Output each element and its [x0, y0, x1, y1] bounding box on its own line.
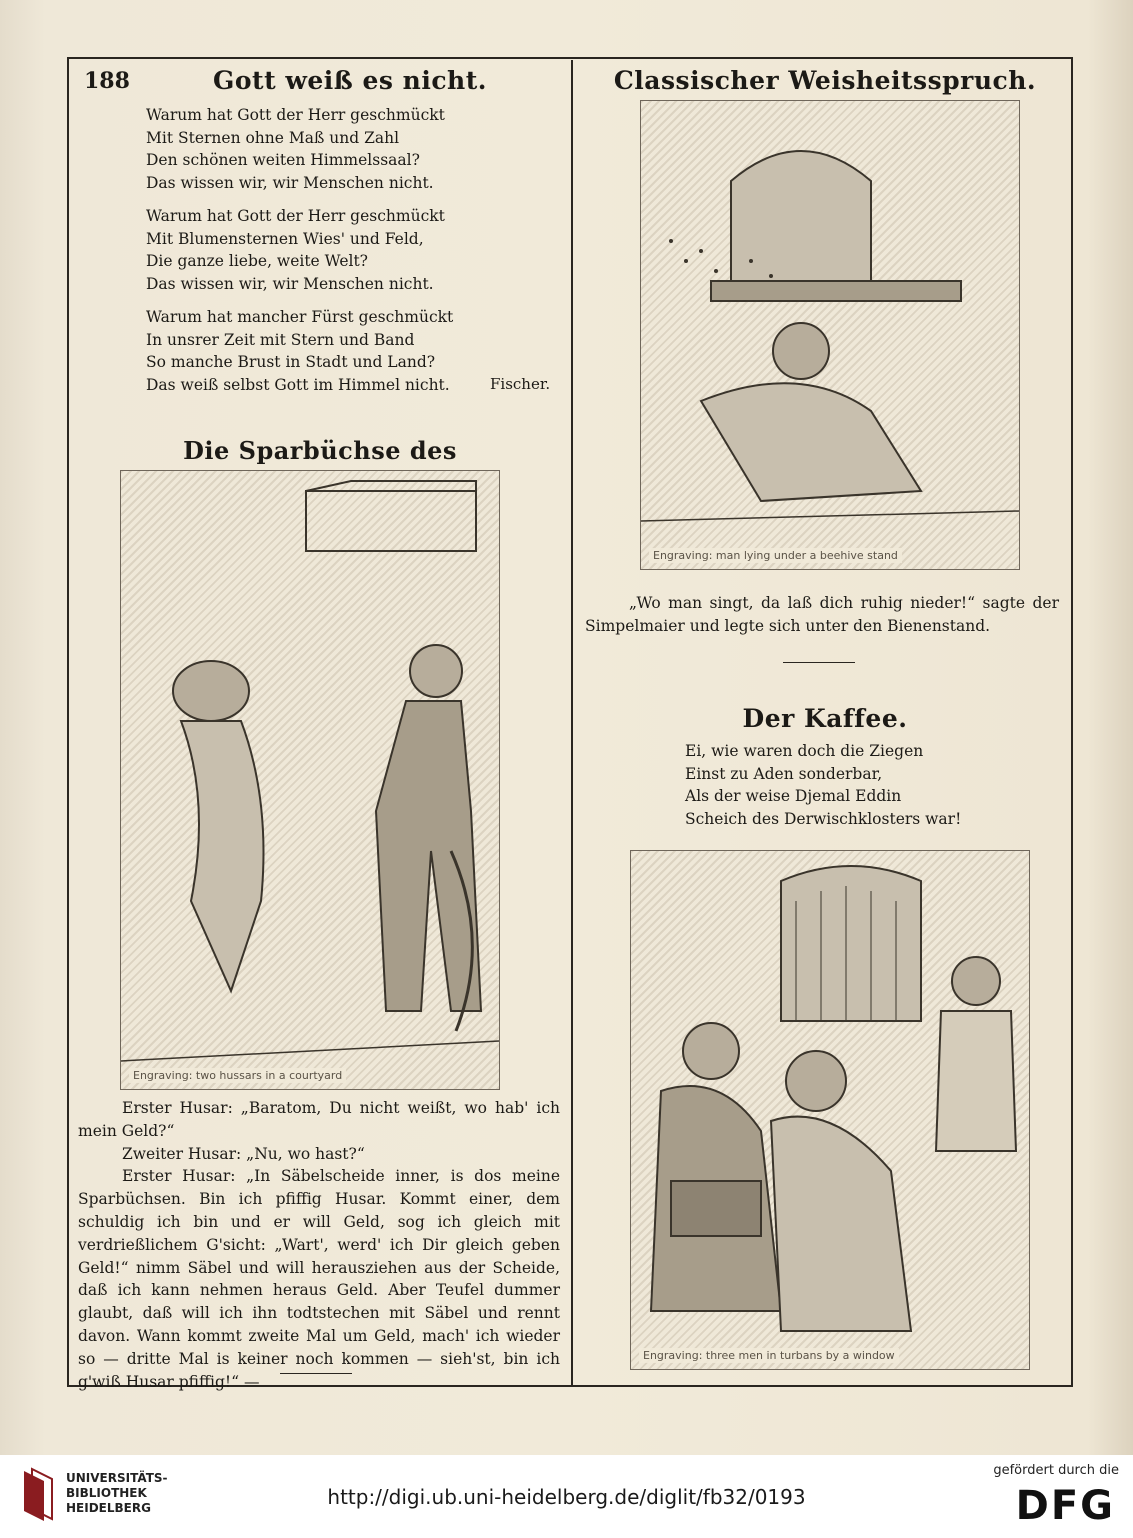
footer-bar — [0, 1455, 1133, 1538]
poem-line: Ei, wie waren doch die Ziegen — [685, 742, 924, 760]
poem-stanza — [146, 104, 453, 194]
poem-line: Einst zu Aden sonderbar, — [685, 764, 883, 783]
poem-line: Warum hat Gott der Herr geschmückt — [146, 106, 445, 124]
coffee-title: Der Kaffee. — [742, 704, 908, 733]
poem-line: Scheich des Derwischklosters war! — [685, 809, 962, 828]
saying-paragraph: „Wo man singt, da laß dich ruhig nieder!“ sagte der Simpelmaier und legte sich unter den Bienenstand. — [585, 594, 1059, 635]
hussars-engraving-icon — [121, 471, 499, 1089]
poem-line: So manche Brust in Stadt und Land? — [146, 353, 436, 371]
beehive-illustration — [640, 100, 1020, 570]
poem-stanza — [146, 306, 453, 396]
dfg-logo: DFG — [1015, 1483, 1115, 1529]
section-rule — [783, 662, 855, 663]
story-paragraph: Erster Husar: „In Säbelscheide inner, is dos meine Sparbüchsen. Bin ich pfiffig Husar. Kommt einer, dem schuldig ich bin und er will Geld, sog ich gleich mit verdrießlichem G'sicht: „Wart', werd' ich Dir gleich geben Geld!“ nimm Säbel und will herausziehen aus der Scheide, daß ich kann nehmen heraus Geld. Aber Teufel dummer glaubt, daß will ich ihn todtstechen mit Säbel und rennt davon. Wann kommt zweite Mal um Geld, mach' ich wieder so — dritte Mal is keiner noch kommen — sieh'st, bin ich g'wiß Husar pfiffig!“ — — [78, 1167, 560, 1391]
poem-line: Als der weise Djemal Eddin — [685, 787, 902, 805]
section-rule — [280, 1373, 352, 1374]
poem-line: Warum hat mancher Fürst geschmückt — [146, 308, 454, 326]
poem-body — [146, 104, 453, 407]
story-title: Die Sparbüchse des — [183, 436, 457, 465]
story-text — [78, 1097, 560, 1393]
poem-line: Mit Blumensternen Wies' und Feld, — [146, 229, 424, 248]
institution-line: HEIDELBERG — [66, 1501, 151, 1515]
poem-title: Gott weiß es nicht. — [213, 66, 487, 95]
poem-line: Das weiß selbst Gott im Himmel nicht. — [146, 375, 450, 394]
poem-line: Das wissen wir, wir Menschen nicht. — [146, 274, 434, 293]
poem-line: Warum hat Gott der Herr geschmückt — [146, 207, 445, 225]
illustration-caption: Engraving: man lying under a beehive stand — [649, 548, 902, 563]
institution-line: BIBLIOTHEK — [66, 1486, 147, 1500]
page-number: 188 — [84, 68, 130, 94]
coffee-engraving-icon — [631, 851, 1029, 1369]
story-paragraph: Zweiter Husar: „Nu, wo hast?“ — [122, 1144, 365, 1163]
poem-line: Den schönen weiten Himmelssaal? — [146, 151, 420, 169]
illustration-caption: Engraving: three men in turbans by a window — [639, 1348, 899, 1363]
story-paragraph: Erster Husar: „Baratom, Du nicht weißt, wo hab' ich mein Geld?“ — [78, 1099, 560, 1140]
poem-line: In unsrer Zeit mit Stern und Band — [146, 330, 415, 349]
column-divider — [571, 60, 573, 1385]
coffee-illustration — [630, 850, 1030, 1370]
poem-author: Fischer. — [490, 375, 551, 393]
saying-text — [585, 592, 1059, 638]
poem-stanza — [146, 205, 453, 295]
poem-line: Mit Sternen ohne Maß und Zahl — [146, 128, 400, 147]
illustration-caption: Engraving: two hussars in a courtyard — [129, 1068, 346, 1083]
poem-line: Das wissen wir, wir Menschen nicht. — [146, 173, 434, 192]
poem-line: Die ganze liebe, weite Welt? — [146, 252, 368, 270]
coffee-poem — [685, 740, 961, 830]
institution-line: UNIVERSITÄTS- — [66, 1471, 168, 1485]
funding-note: gefördert durch die — [993, 1463, 1119, 1478]
beehive-engraving-icon — [641, 101, 1019, 569]
permalink-url[interactable]: http://digi.ub.uni-heidelberg.de/diglit/fb32/0193 — [327, 1485, 806, 1509]
hussars-illustration — [120, 470, 500, 1090]
saying-title: Classischer Weisheitsspruch. — [613, 66, 1037, 95]
